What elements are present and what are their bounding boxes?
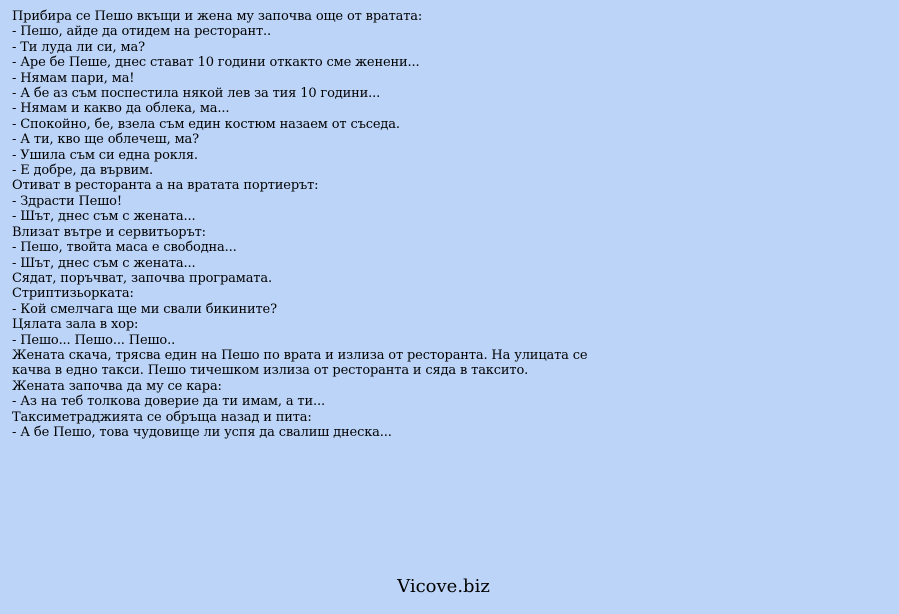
joke-line: Таксиметраджията се обръща назад и пита: [12, 409, 312, 425]
joke-line: - А бе Пешо, това чудовище ли успя да свалиш днеска... [12, 424, 392, 440]
joke-line: Жената започва да му се кара: [12, 378, 222, 394]
joke-line: - Пешо, твойта маса е свободна... [12, 240, 237, 256]
joke-line: - Е добре, да вървим. [12, 163, 153, 179]
joke-line: - Ушила съм си една рокля. [12, 147, 198, 163]
joke-text [12, 9, 592, 440]
joke-line: Жената скача, трясва един на Пешо по врата и излиза от ресторанта. На улицата се качва в едно такси. Пешо тичешком излиза от ресторанта и сяда в таксито. [12, 347, 588, 379]
joke-line: - Кой смелчага ще ми свали бикините? [12, 301, 277, 317]
joke-line: - Шът, днес съм с жената... [12, 209, 196, 225]
joke-line: Отиват в ресторанта а на вратата портиерът: [12, 178, 319, 194]
joke-line: Прибира се Пешо вкъщи и жена му започва още от вратата: [12, 9, 423, 24]
joke-line: - Шът, днес съм с жената... [12, 255, 196, 271]
joke-line: - Аз на теб толкова доверие да ти имам, а ти... [12, 394, 325, 410]
joke-line: Цялата зала в хор: [12, 317, 139, 333]
joke-line: - А ти, кво ще облечеш, ма? [12, 132, 199, 148]
joke-line: - Здрасти Пешо! [12, 193, 122, 209]
joke-line: Стриптизьорката: [12, 286, 134, 302]
joke-line: - Спокойно, бе, взела съм един костюм назаем от съседа. [12, 116, 400, 132]
joke-line: - Ти луда ли си, ма? [12, 39, 145, 55]
joke-line: - Пешо... Пешо... Пешо.. [12, 332, 176, 348]
joke-line: Сядат, поръчват, започва програмата. [12, 270, 272, 286]
joke-line: - Нямам пари, ма! [12, 70, 135, 86]
joke-line: - Аре бе Пеше, днес стават 10 години откакто сме женени... [12, 55, 420, 71]
joke-line: Влизат вътре и сервитьорът: [12, 224, 206, 240]
joke-line: - А бе аз съм поспестила някой лев за тия 10 години... [12, 86, 381, 102]
joke-line: - Пешо, айде да отидем на ресторант.. [12, 24, 271, 40]
joke-line: - Нямам и какво да облека, ма... [12, 101, 230, 117]
site-name: Vicove.biz [397, 576, 490, 597]
